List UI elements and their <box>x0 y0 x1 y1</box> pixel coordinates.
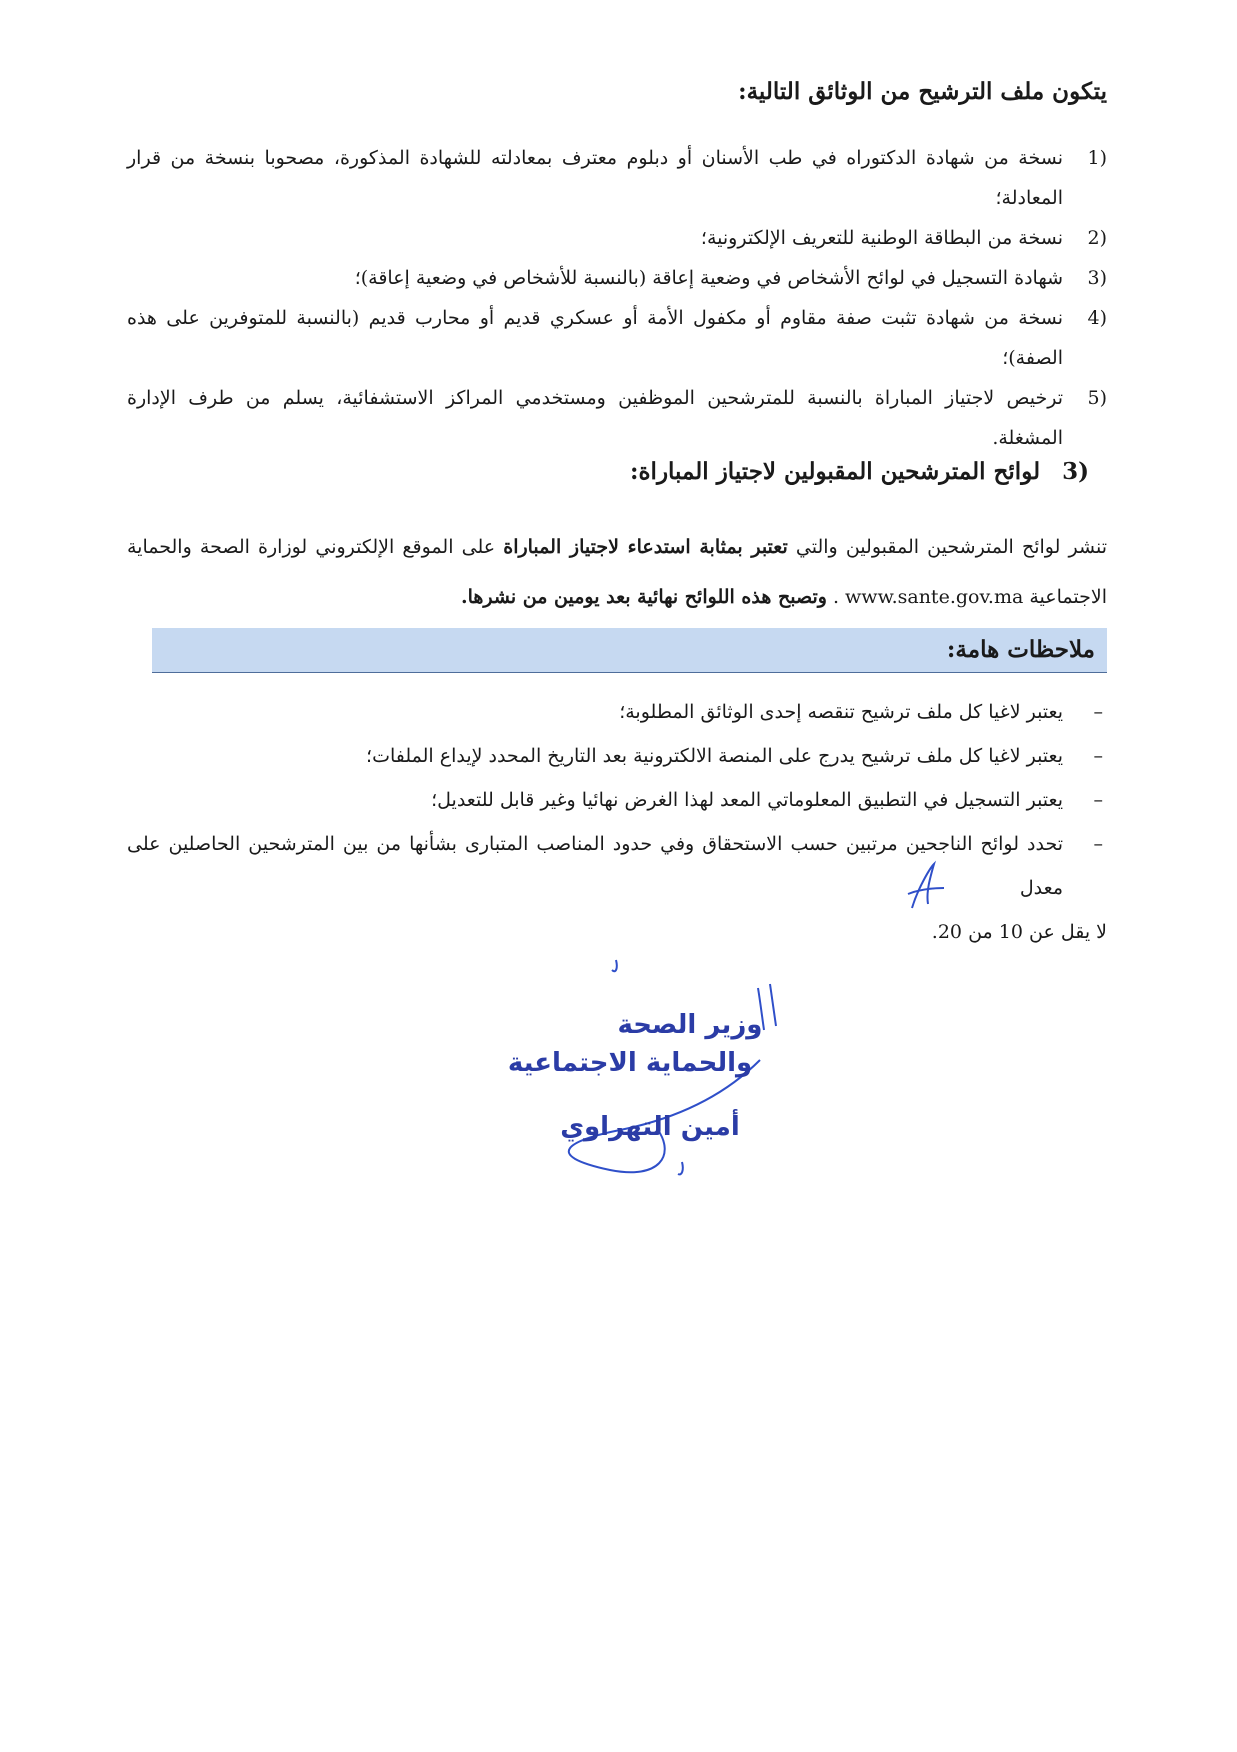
document-item <box>127 378 1107 458</box>
note-dash: – <box>1093 745 1103 767</box>
document-item <box>127 298 1107 378</box>
notes-title: ملاحظات هامة: <box>946 636 1095 663</box>
note-item <box>127 822 1107 954</box>
item-number: 5) <box>1087 387 1107 409</box>
document-item <box>127 258 1107 298</box>
item-text: نسخة من شهادة الدكتوراه في طب الأسنان أو دبلوم معترف بمعادلته للشهادة المذكورة، مصحوبا بنسخة من قرار المعادلة؛ <box>127 147 1063 209</box>
note-text: تحدد لوائح الناجحين مرتبين حسب الاستحقاق وفي حدود المناصب المتبارى بشأنها من بين المترشحين الحاصلين على معدل <box>127 833 1063 899</box>
publication-paragraph <box>127 522 1107 622</box>
document-item <box>127 218 1107 258</box>
note-dash: – <box>1093 833 1103 855</box>
item-text: شهادة التسجيل في لوائح الأشخاص في وضعية إعاقة (بالنسبة للأشخاص في وضعية إعاقة)؛ <box>354 267 1063 289</box>
note-text: يعتبر التسجيل في التطبيق المعلوماتي المعد لهذا الغرض نهائيا وغير قابل للتعديل؛ <box>431 789 1063 811</box>
note-item <box>127 690 1107 734</box>
paragraph-text: تنشر لوائح المترشحين المقبولين والتي <box>787 536 1108 558</box>
note-item <box>127 734 1107 778</box>
item-number: 3) <box>1087 267 1107 289</box>
item-text: نسخة من شهادة تثبت صفة مقاوم أو مكفول الأمة أو عسكري قديم أو محارب قديم (بالنسبة للمتوفرين على هذه الصفة)؛ <box>127 307 1063 369</box>
handwritten-initials-icon <box>900 858 960 918</box>
ministry-website-link[interactable]: www.sante.gov.ma <box>845 586 1024 608</box>
paragraph-text: . <box>826 586 846 608</box>
documents-list <box>127 138 1107 458</box>
paragraph-emphasis: تعتبر بمثابة استدعاء لاجتياز المباراة <box>503 536 788 558</box>
note-dash: – <box>1093 701 1103 723</box>
item-number: 2) <box>1087 227 1107 249</box>
section-number: 3) <box>1062 458 1089 485</box>
note-text: يعتبر لاغيا كل ملف ترشيح تنقصه إحدى الوثائق المطلوبة؛ <box>619 701 1063 723</box>
item-number: 1) <box>1087 147 1107 169</box>
notes-list <box>127 690 1107 954</box>
stamp-ministry-name: والحماية الاجتماعية <box>507 1048 753 1078</box>
documents-heading: يتكون ملف الترشيح من الوثائق التالية: <box>738 78 1107 105</box>
document-item <box>127 138 1107 218</box>
section-title-text: لوائح المترشحين المقبولين لاجتياز المباراة: <box>630 458 1041 485</box>
stamp-minister-title: وزير الصحة <box>617 1010 763 1040</box>
section-title <box>189 452 1089 492</box>
paragraph-text: على الموقع الإلكتروني لوزارة الصحة والحماية الاجتماعية <box>127 536 1107 608</box>
item-text: نسخة من البطاقة الوطنية للتعريف الإلكترونية؛ <box>700 227 1063 249</box>
minister-stamp <box>420 940 840 1190</box>
stamp-minister-name: أمين التهراوي <box>560 1112 740 1142</box>
notes-header-band <box>152 628 1107 673</box>
note-text: يعتبر لاغيا كل ملف ترشيح يدرج على المنصة الالكترونية بعد التاريخ المحدد لإيداع الملفات؛ <box>366 745 1063 767</box>
note-dash: – <box>1093 789 1103 811</box>
note-text-tail: لا يقل عن 10 من 20. <box>931 921 1107 943</box>
paragraph-emphasis: وتصبح هذه اللوائح نهائية بعد يومين من نشرها. <box>460 586 827 608</box>
item-number: 4) <box>1087 307 1107 329</box>
item-text: ترخيص لاجتياز المباراة بالنسبة للمترشحين الموظفين ومستخدمي المراكز الاستشفائية، يسلم من طرف الإدارة المشغلة. <box>127 387 1063 449</box>
note-item <box>127 778 1107 822</box>
